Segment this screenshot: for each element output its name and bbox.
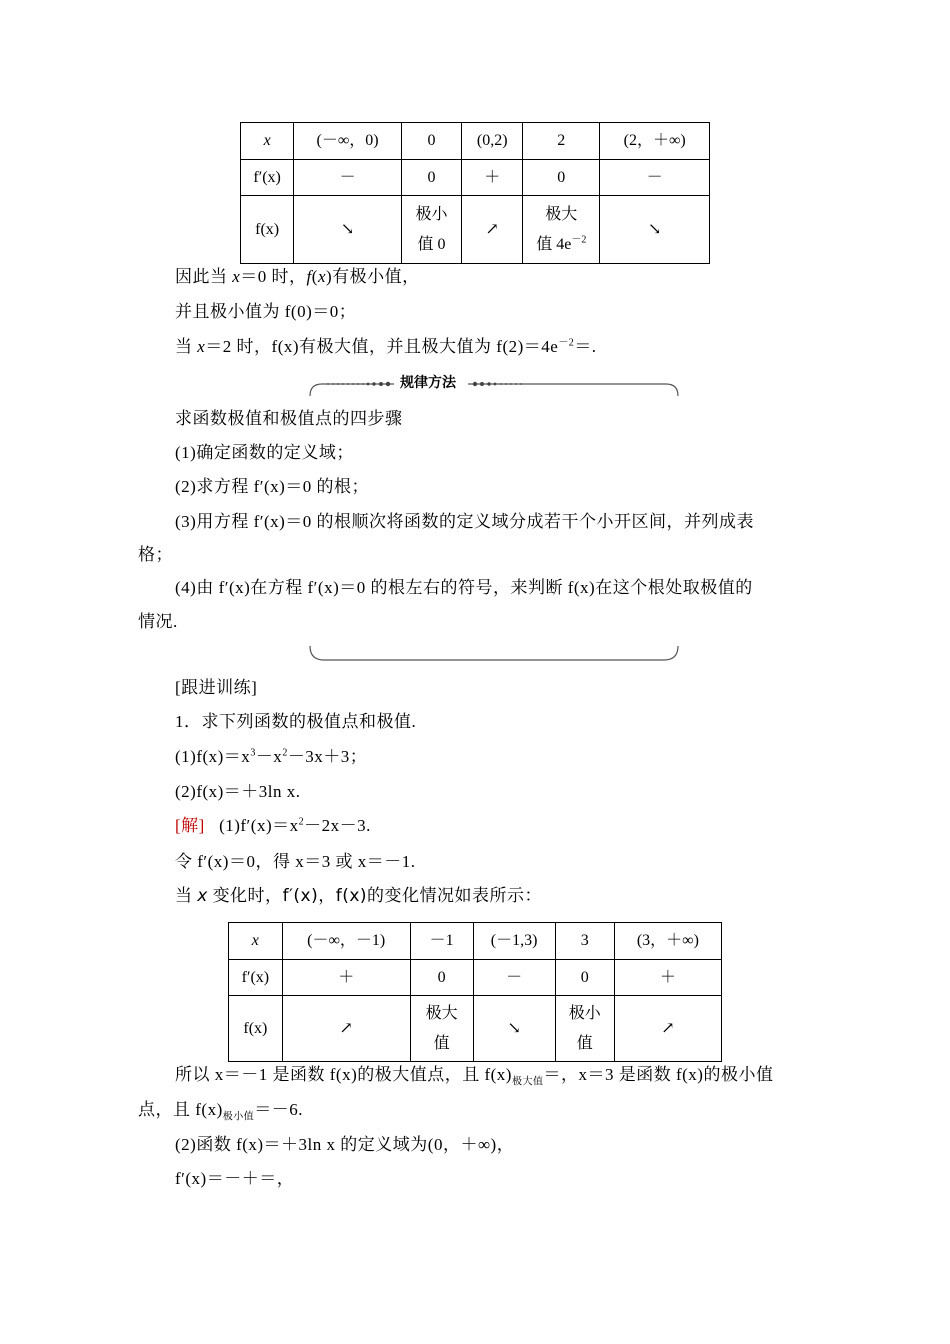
paragraph-line: 当 x＝2 时，f(x)有极大值，并且极大值为 $f(2)=4e^{-2}=$. bbox=[175, 337, 597, 356]
question-text: 1．求下列函数的极值点和极值. bbox=[175, 712, 417, 731]
conclusion-line: f′(x)＝－＋＝， bbox=[175, 1169, 295, 1188]
table1-fprime-cell: 0 bbox=[523, 160, 600, 196]
method-step: 格； bbox=[138, 545, 173, 564]
table1-f-cell bbox=[523, 196, 600, 264]
table2-fprime-label: f′(x) bbox=[229, 960, 283, 996]
table2-fprime-cell: ＋ bbox=[282, 960, 410, 996]
table2-header-cell: －1 bbox=[410, 923, 473, 960]
table2-fprime-cell: － bbox=[473, 960, 555, 996]
conclusion-line: 点，且 $f(x)_{极小值}=-6$. bbox=[138, 1100, 303, 1123]
table2-f-cell: ↘ bbox=[473, 996, 555, 1062]
table1-header-cell: 2 bbox=[523, 123, 600, 160]
table2-fprime-cell: 0 bbox=[410, 960, 473, 996]
question-part: (2)f(x)＝＋3ln x. bbox=[175, 782, 301, 801]
table1-header-cell: (0,2) bbox=[462, 123, 523, 160]
method-box-top-border bbox=[308, 372, 680, 398]
method-step: (3)用方程 f′(x)＝0 的根顺次将函数的定义域分成若干个小开区间，并列成表 bbox=[175, 512, 755, 531]
paragraph-line: 并且极小值为 f(0)＝0； bbox=[175, 302, 357, 321]
table2-f-cell: ↗ bbox=[282, 996, 410, 1062]
method-heading: 求函数极值和极值点的四步骤 bbox=[175, 409, 403, 428]
table1-fprime-cell: － bbox=[600, 160, 710, 196]
paragraph-line: 因此当 x＝0 时，f(x)有极小值， bbox=[175, 267, 420, 286]
table2-f-cell bbox=[555, 996, 614, 1062]
method-box-title: 规律方法 bbox=[396, 374, 460, 392]
table2-header-x: x bbox=[229, 923, 283, 960]
solution-line: [解] $(1)f'(x)=x^2-2x-3$. bbox=[175, 816, 371, 835]
method-step: 情况. bbox=[138, 612, 178, 631]
table1-f-label: f(x) bbox=[241, 196, 294, 264]
question-part: $(1)f(x)=x^3-x^2-3x+3$； bbox=[175, 747, 368, 766]
table1-max-label-b: 值 $4e^{-2}$ bbox=[536, 234, 587, 253]
table2-f-cell bbox=[410, 996, 473, 1062]
table2-header-cell: (－∞，－1) bbox=[282, 923, 410, 960]
table1-f-cell: ↗ bbox=[462, 196, 523, 264]
table2-fprime-cell: 0 bbox=[555, 960, 614, 996]
table1-f-cell bbox=[401, 196, 461, 264]
solution-tag: [解] bbox=[175, 816, 205, 835]
table2-max-label-b: 值 bbox=[433, 1034, 450, 1052]
table2-min-label-b: 值 bbox=[576, 1034, 593, 1052]
conclusion-line: (2)函数 f(x)＝＋3ln x 的定义域为(0，＋∞)， bbox=[175, 1135, 515, 1154]
table1-fprime-cell: ＋ bbox=[462, 160, 523, 196]
practice-heading: [跟进训练] bbox=[175, 678, 258, 697]
table1-fprime-label: f′(x) bbox=[241, 160, 294, 196]
variation-table-2 bbox=[228, 922, 722, 1062]
table2-header-cell: (－1,3) bbox=[473, 923, 555, 960]
table1-min-label-a: 极小 bbox=[415, 205, 448, 223]
table1-f-cell: ↘ bbox=[600, 196, 710, 264]
table2-f-label: f(x) bbox=[229, 996, 283, 1062]
table1-header-cell: (2，＋∞) bbox=[600, 123, 710, 160]
table1-f-cell: ↘ bbox=[294, 196, 402, 264]
table2-fprime-cell: ＋ bbox=[614, 960, 721, 996]
table1-fprime-cell: － bbox=[294, 160, 402, 196]
solution-line: 令 f′(x)＝0，得 x＝3 或 x＝－1. bbox=[175, 852, 416, 871]
variation-table-1 bbox=[240, 122, 710, 264]
solution-line: 当 x 变化时，f′(x)，f(x)的变化情况如表所示： bbox=[175, 886, 543, 906]
table2-header-cell: (3，＋∞) bbox=[614, 923, 721, 960]
table1-fprime-cell: 0 bbox=[401, 160, 461, 196]
method-box-bottom-border bbox=[308, 644, 680, 664]
table1-max-label-a: 极大 bbox=[545, 205, 578, 223]
table2-max-label-a: 极大 bbox=[425, 1004, 458, 1022]
table2-f-cell: ↗ bbox=[614, 996, 721, 1062]
table1-header-cell: 0 bbox=[401, 123, 461, 160]
table2-min-label-a: 极小 bbox=[568, 1004, 601, 1022]
method-step: (1)确定函数的定义域； bbox=[175, 443, 354, 462]
table2-header-cell: 3 bbox=[555, 923, 614, 960]
table1-header-x: x bbox=[241, 123, 294, 160]
table1-min-label-b: 值 0 bbox=[417, 235, 446, 253]
table1-header-cell: (－∞，0) bbox=[294, 123, 402, 160]
conclusion-line: 所以 x＝－1 是函数 f(x)的极大值点，且 $f(x)_{极大值}=$，x＝3 是函数 f(x)的极小值 bbox=[175, 1065, 774, 1088]
method-step: (2)求方程 f′(x)＝0 的根； bbox=[175, 477, 370, 496]
method-step: (4)由 f′(x)在方程 f′(x)＝0 的根左右的符号，来判断 f(x)在这个根处取极值的 bbox=[175, 578, 753, 597]
